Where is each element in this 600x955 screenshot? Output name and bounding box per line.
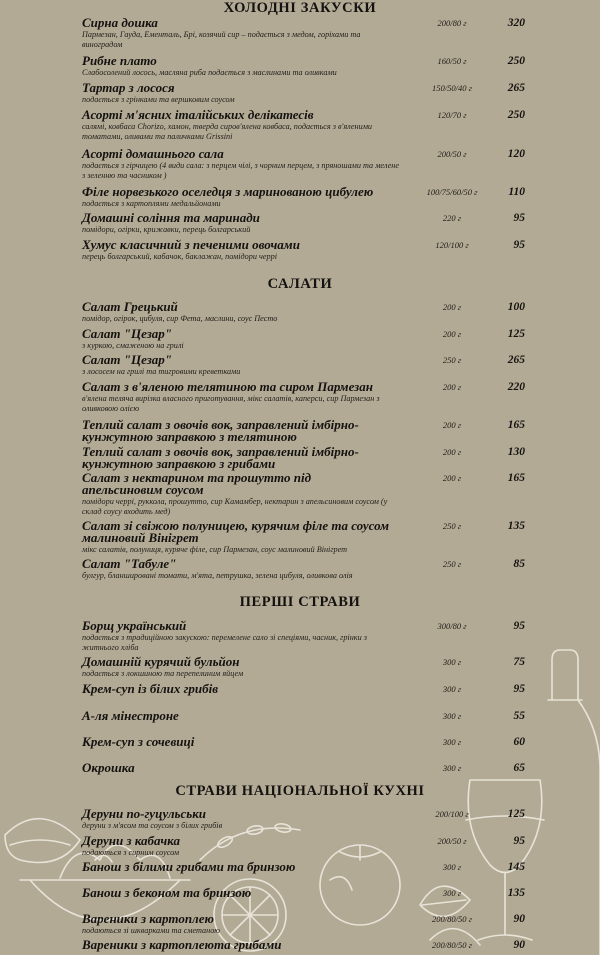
item-price: 130 bbox=[507, 446, 525, 458]
menu-item bbox=[82, 472, 582, 517]
item-price: 55 bbox=[513, 710, 525, 722]
item-description: подається з локшиною та перепелиним яйцем bbox=[82, 669, 244, 678]
item-name: Банош з беконом та бринзою bbox=[82, 885, 252, 900]
item-description: мікс салатів, полуниця, куряче філе, сир Пармезан, соус малиновий Вінігрет bbox=[82, 545, 348, 554]
item-name: Деруни по-гуцульськи bbox=[82, 806, 207, 821]
menu-item bbox=[82, 913, 582, 936]
menu-item bbox=[82, 419, 582, 443]
item-weight: 120/100 г bbox=[435, 240, 469, 250]
menu-item bbox=[82, 82, 582, 105]
item-weight: 200/50 г bbox=[437, 836, 467, 846]
item-description: салямі, ковбаса Chorizo, хамон, тверда сиров'ялена ковбаса, подається з в'яленими томатами, оливами та паличками Grissini bbox=[82, 122, 373, 141]
item-weight: 100/75/60/50 г bbox=[426, 187, 478, 197]
section-title-salads: САЛАТИ bbox=[267, 276, 333, 292]
item-price: 90 bbox=[513, 939, 525, 951]
item-description: Слабосолений лосось, масляна риба подається з маслинами та оливками bbox=[82, 68, 337, 77]
item-weight: 200/100 г bbox=[435, 809, 469, 819]
menu-item bbox=[82, 354, 582, 377]
menu-item bbox=[82, 109, 582, 142]
item-description: булгур, бланшировані томати, м'ята, петрушка, зелена цибуля, оливкова олія bbox=[82, 571, 353, 580]
item-weight: 150/50/40 г bbox=[432, 83, 472, 93]
menu-item bbox=[82, 736, 582, 748]
item-price: 85 bbox=[513, 558, 525, 570]
menu-item bbox=[82, 808, 582, 831]
menu-item bbox=[82, 212, 582, 235]
item-name: Салат зі свіжою полуницею, курячим філе та соусом малиновий Вінігрет bbox=[82, 518, 390, 545]
menu-item bbox=[82, 683, 582, 695]
item-name: Філе норвезького оселедця з маринованою цибулею bbox=[82, 184, 374, 199]
section-title-national-cuisine: СТРАВИ НАЦІОНАЛЬНОЇ КУХНІ bbox=[175, 783, 425, 799]
menu-item bbox=[82, 558, 582, 581]
item-weight: 200 г bbox=[442, 447, 462, 457]
menu-item bbox=[82, 55, 582, 78]
item-price: 120 bbox=[507, 148, 525, 160]
item-weight: 300/80 г bbox=[437, 621, 467, 631]
item-price: 90 bbox=[513, 913, 525, 925]
item-name: Салат "Цезар" bbox=[82, 326, 173, 341]
menu-item bbox=[82, 939, 582, 951]
item-price: 95 bbox=[513, 620, 525, 632]
item-weight: 220 г bbox=[442, 213, 462, 223]
item-name: А-ля мінестроне bbox=[82, 708, 179, 723]
item-weight: 250 г bbox=[442, 355, 462, 365]
item-weight: 300 г bbox=[442, 888, 462, 898]
menu-item bbox=[82, 887, 582, 899]
item-description: подаються зі шкварками та сметаною bbox=[82, 926, 221, 935]
item-weight: 120/70 г bbox=[437, 110, 467, 120]
item-name: Асорті домашнього сала bbox=[82, 146, 224, 161]
item-weight: 200/50 г bbox=[437, 149, 467, 159]
item-price: 165 bbox=[507, 472, 525, 484]
item-description: подається з грінками та вершковим соусом bbox=[82, 95, 235, 104]
item-name: Салат "Табуле" bbox=[82, 556, 177, 571]
item-name: Банош з білими грибами та бринзою bbox=[82, 859, 296, 874]
item-weight: 200/80/50 г bbox=[432, 914, 472, 924]
item-weight: 200/80/50 г bbox=[432, 940, 472, 950]
item-price: 265 bbox=[507, 82, 525, 94]
menu-item bbox=[82, 762, 582, 774]
item-price: 110 bbox=[508, 186, 525, 198]
item-price: 220 bbox=[507, 381, 525, 393]
item-name: Сирна дошка bbox=[82, 15, 158, 30]
menu-item bbox=[82, 710, 582, 722]
menu-item bbox=[82, 148, 582, 181]
item-description: подається з традиційною закускою: перемелене сало зі спеціями, часник, грінки з житнього хліба bbox=[82, 633, 367, 652]
item-description: деруни з м'ясом та соусом з білих грибів bbox=[82, 821, 223, 830]
menu-item bbox=[82, 17, 582, 50]
menu-item bbox=[82, 520, 582, 555]
item-price: 145 bbox=[507, 861, 525, 873]
menu-item bbox=[82, 381, 582, 414]
item-price: 95 bbox=[513, 212, 525, 224]
item-name: Тартар з лосося bbox=[82, 80, 175, 95]
menu-item bbox=[82, 239, 582, 262]
item-weight: 200 г bbox=[442, 329, 462, 339]
item-name: Теплий салат з овочів вок, заправлений імбірно-кунжутною заправкою з грибами bbox=[82, 444, 359, 471]
menu-item bbox=[82, 861, 582, 873]
item-description: помідор, огірок, цибуля, сир Фета, маслини, соус Песто bbox=[82, 314, 278, 323]
item-description: подається з гірчицею (4 види сала: з перцем чілі, з чорним перцем, з пряношами та мелене з зеленню та часником ) bbox=[82, 161, 399, 180]
item-name: Вареники з картоплею bbox=[82, 911, 214, 926]
item-name: Крем-суп із білих грибів bbox=[82, 681, 219, 696]
item-weight: 200 г bbox=[442, 302, 462, 312]
item-name: Домашні соління та маринади bbox=[82, 210, 260, 225]
item-description: помідори черрі, руккола, прошутто, сир Камамбер, нектарин з апельсиновим соусом (у склад соусу входить мед) bbox=[82, 497, 388, 516]
item-name: Вареники з картоплеюта грибами bbox=[82, 937, 282, 952]
item-description: подається з картоплями медальйонами bbox=[82, 199, 221, 208]
menu-item bbox=[82, 301, 582, 324]
item-price: 165 bbox=[507, 419, 525, 431]
item-weight: 300 г bbox=[442, 763, 462, 773]
item-weight: 300 г bbox=[442, 862, 462, 872]
item-description: помідори, огірки, крижавки, перець болгарський bbox=[82, 225, 251, 234]
item-description: подаються з сирним соусом bbox=[82, 848, 180, 857]
item-name: Крем-суп з сочевиці bbox=[82, 734, 195, 749]
item-description: Пармезан, Гауда, Ементаль, Брі, козячий сир – подається з медом, горіхами та виноградом bbox=[82, 30, 361, 49]
item-name: Теплий салат з овочів вок, заправлений імбірно-кунжутною заправкою з телятиною bbox=[82, 417, 359, 444]
item-weight: 250 г bbox=[442, 559, 462, 569]
item-name: Салат Грецький bbox=[82, 299, 178, 314]
item-name: Деруни з кабачка bbox=[82, 833, 180, 848]
item-price: 135 bbox=[507, 520, 525, 532]
item-name: Салат з в'яленою телятиною та сиром Пармезан bbox=[82, 379, 373, 394]
item-weight: 200 г bbox=[442, 473, 462, 483]
item-price: 95 bbox=[513, 835, 525, 847]
item-name: Хумус класичний з печеними овочами bbox=[82, 237, 300, 252]
menu-item bbox=[82, 620, 582, 653]
item-description: в'ялена теляча вирізка власного приготування, мікс салатів, каперси, сир Пармезан з оливковою олією bbox=[82, 394, 380, 413]
menu-item bbox=[82, 328, 582, 351]
menu-item bbox=[82, 186, 582, 209]
menu-item bbox=[82, 446, 582, 470]
item-weight: 200 г bbox=[442, 382, 462, 392]
item-price: 65 bbox=[513, 762, 525, 774]
item-weight: 200/80 г bbox=[437, 18, 467, 28]
item-name: Борщ український bbox=[82, 618, 187, 633]
item-price: 95 bbox=[513, 683, 525, 695]
item-name: Рибне плато bbox=[82, 53, 157, 68]
item-price: 75 bbox=[513, 656, 525, 668]
item-name: Домашній курячий бульйон bbox=[82, 654, 240, 669]
item-name: Салат з нектарином та прошутто під апельсиновим соусом bbox=[82, 470, 312, 497]
item-price: 100 bbox=[507, 301, 525, 313]
item-weight: 300 г bbox=[442, 684, 462, 694]
item-description: з куркою, смаженою на грилі bbox=[82, 341, 184, 350]
section-title-first-courses: ПЕРШІ СТРАВИ bbox=[239, 594, 361, 610]
item-description: перець болгарський, кабачок, баклажан, помідори черрі bbox=[82, 252, 277, 261]
menu-item bbox=[82, 835, 582, 858]
item-weight: 160/50 г bbox=[437, 56, 467, 66]
menu-item bbox=[82, 656, 582, 679]
item-name: Асорті м'ясних італійських делікатесів bbox=[82, 107, 314, 122]
item-price: 125 bbox=[507, 328, 525, 340]
section-title-cold-appetizers: ХОЛОДНІ ЗАКУСКИ bbox=[223, 0, 377, 16]
item-weight: 200 г bbox=[442, 420, 462, 430]
item-weight: 300 г bbox=[442, 711, 462, 721]
item-price: 250 bbox=[507, 109, 525, 121]
item-name: Салат "Цезар" bbox=[82, 352, 173, 367]
item-weight: 300 г bbox=[442, 737, 462, 747]
item-price: 265 bbox=[507, 354, 525, 366]
item-price: 125 bbox=[507, 808, 525, 820]
item-price: 60 bbox=[513, 736, 525, 748]
item-name: Окрошка bbox=[82, 760, 135, 775]
item-price: 135 bbox=[507, 887, 525, 899]
item-weight: 250 г bbox=[442, 521, 462, 531]
item-weight: 300 г bbox=[442, 657, 462, 667]
item-price: 320 bbox=[507, 17, 525, 29]
item-price: 95 bbox=[513, 239, 525, 251]
item-price: 250 bbox=[507, 55, 525, 67]
item-description: з лососем на грилі та тигровими креветками bbox=[82, 367, 241, 376]
